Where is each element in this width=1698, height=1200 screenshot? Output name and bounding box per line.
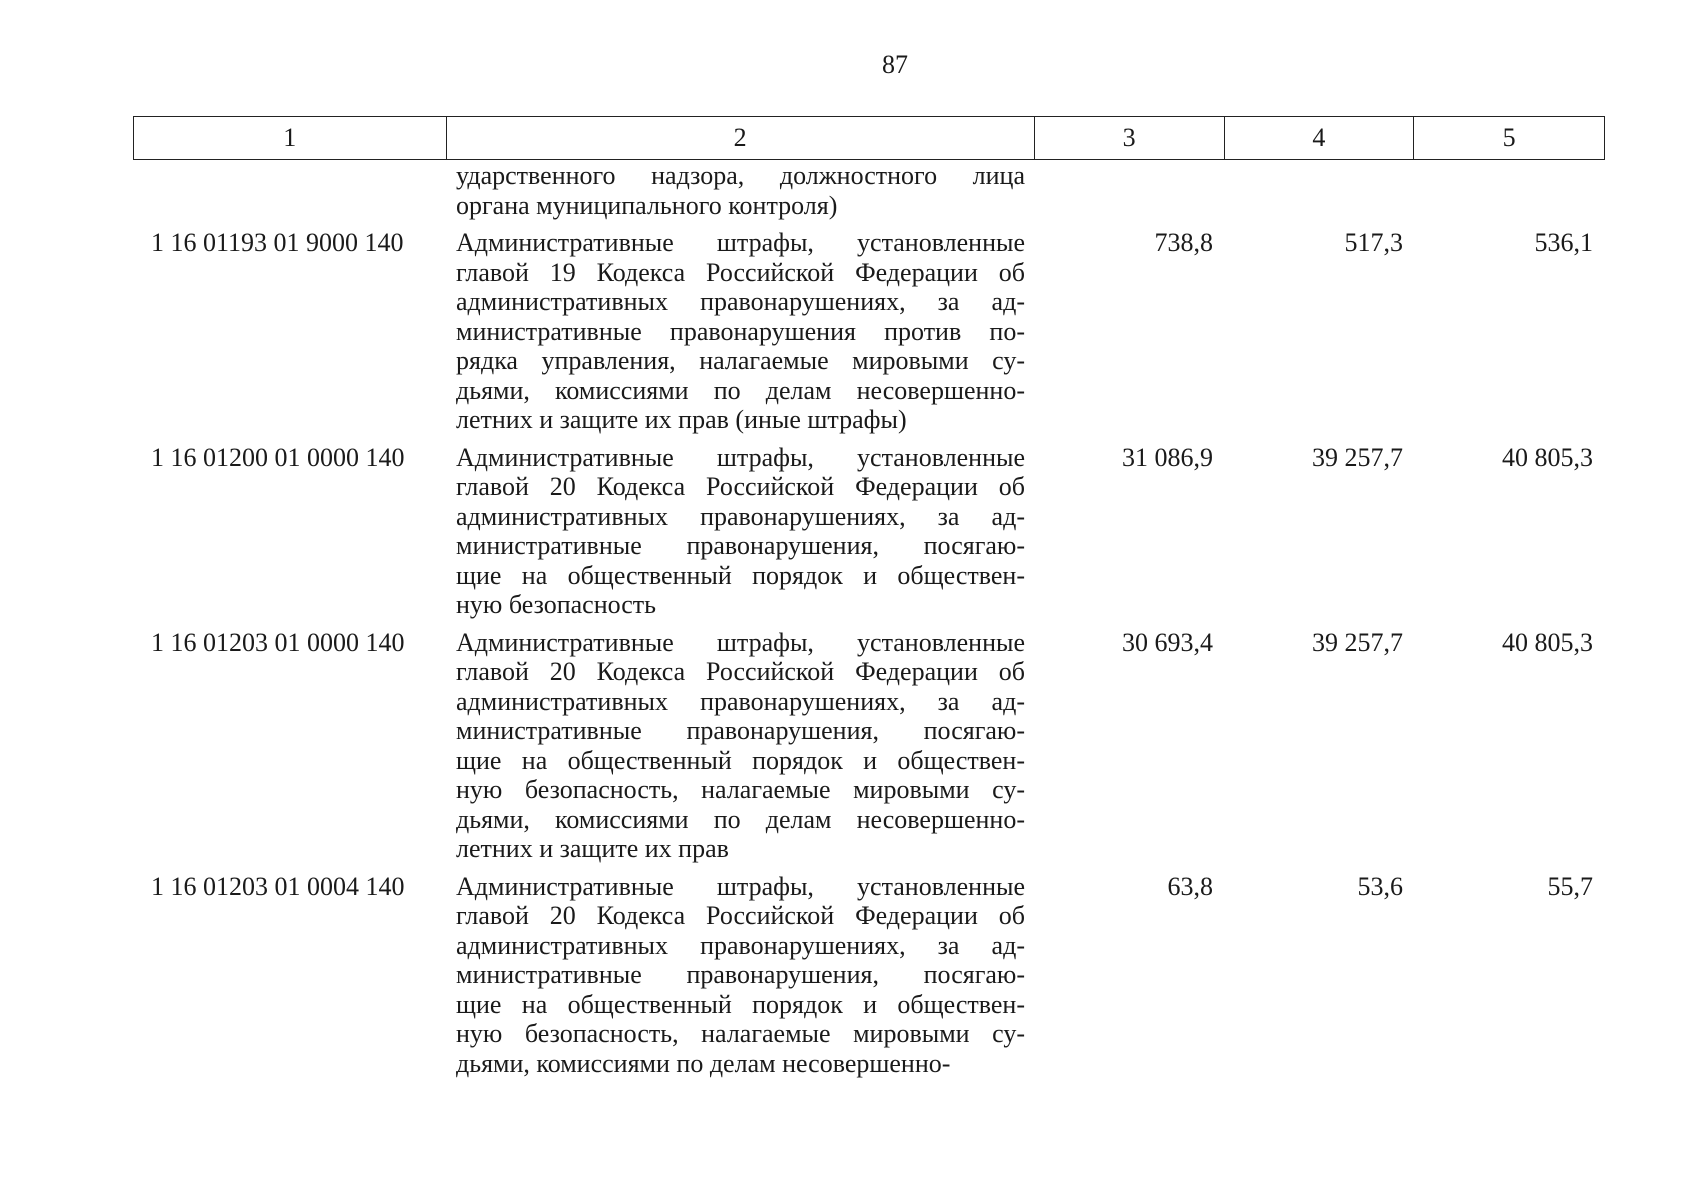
description-line: Административные штрафы, установленные (456, 627, 1025, 657)
amount-col-3: 31 086,9 (1122, 442, 1213, 472)
description-line: дьями, комиссиями по делам несовершенно- (456, 804, 1025, 834)
table-header (133, 116, 1605, 160)
description-line: рядка управления, налагаемые мировыми су- (456, 346, 1025, 375)
description-line: ную безопасность, налагаемые мировыми су- (456, 1019, 1025, 1048)
description-line: министративные правонарушения, посягаю- (456, 960, 1025, 989)
description-line: Административные штрафы, установленные (456, 871, 1025, 901)
amount-col-4: 39 257,7 (1312, 442, 1403, 472)
table-row (133, 161, 1605, 220)
amount-col-4: 517,3 (1344, 228, 1403, 257)
amount-col-4: 53,6 (1357, 871, 1403, 901)
description-line: административных правонарушениях, за ад- (456, 930, 1025, 960)
description-line: летних и защите их прав (456, 834, 729, 863)
description-line: ударственного надзора, должностного лица (456, 161, 1025, 190)
description-line: щие на общественный порядок и обществен- (456, 560, 1025, 590)
description-line: дьями, комиссиями по делам несовершенно- (456, 375, 1025, 405)
description-line: главой 19 Кодекса Российской Федерации об (456, 257, 1025, 287)
amount-col-4: 39 257,7 (1312, 627, 1403, 657)
header-col-2: 2 (447, 117, 1035, 159)
amount-col-3 (1035, 161, 1225, 220)
description-line: ную безопасность, налагаемые мировыми су- (456, 775, 1025, 804)
description-line: министративные правонарушения против по- (456, 316, 1025, 346)
description-line: ную безопасность (456, 590, 657, 619)
description-line: органа муниципального контроля) (456, 190, 838, 220)
budget-code (133, 161, 446, 220)
description-line: летних и защите их прав (иные штрафы) (456, 405, 907, 434)
header-col-3: 3 (1035, 117, 1225, 159)
description-line: министративные правонарушения, посягаю- (456, 716, 1025, 745)
revenue-description (446, 443, 1035, 620)
amount-col-5 (1415, 161, 1605, 220)
table-body (133, 161, 1605, 1078)
description-line: Административные штрафы, установленные (456, 442, 1025, 472)
description-line: щие на общественный порядок и обществен- (456, 745, 1025, 775)
amount-col-5: 40 805,3 (1502, 442, 1593, 472)
amount-col-5: 536,1 (1534, 228, 1593, 257)
table-row (133, 628, 1605, 864)
budget-code: 1 16 01200 01 0000 140 (151, 442, 405, 472)
header-col-4: 4 (1225, 117, 1415, 159)
budget-code: 1 16 01203 01 0000 140 (151, 627, 405, 657)
description-line: административных правонарушениях, за ад- (456, 686, 1025, 716)
revenue-description (446, 228, 1035, 435)
description-line: дьями, комиссиями по делам несовершенно- (456, 1048, 951, 1078)
table-row (133, 872, 1605, 1079)
page-number: 87 (882, 50, 908, 79)
header-col-5: 5 (1502, 123, 1516, 152)
description-line: Административные штрафы, установленные (456, 228, 1025, 257)
description-line: административных правонарушениях, за ад- (456, 501, 1025, 531)
amount-col-3: 63,8 (1167, 871, 1213, 901)
amount-col-3: 30 693,4 (1122, 627, 1213, 657)
table-row (133, 228, 1605, 435)
description-line: министративные правонарушения, посягаю- (456, 531, 1025, 560)
description-line: главой 20 Кодекса Российской Федерации об (456, 472, 1025, 501)
revenue-description (446, 872, 1035, 1079)
amount-col-5: 55,7 (1547, 871, 1593, 901)
description-line: щие на общественный порядок и обществен- (456, 989, 1025, 1019)
table-row (133, 443, 1605, 620)
amount-col-5: 40 805,3 (1502, 627, 1593, 657)
revenue-description (446, 161, 1035, 220)
revenue-description (446, 628, 1035, 864)
amount-col-4 (1225, 161, 1415, 220)
description-line: административных правонарушениях, за ад- (456, 287, 1025, 316)
budget-code: 1 16 01193 01 9000 140 (151, 228, 404, 257)
amount-col-3: 738,8 (1154, 228, 1213, 257)
header-col-1: 1 (134, 117, 447, 159)
budget-code: 1 16 01203 01 0004 140 (151, 871, 405, 901)
description-line: главой 20 Кодекса Российской Федерации об (456, 657, 1025, 686)
description-line: главой 20 Кодекса Российской Федерации об (456, 901, 1025, 930)
